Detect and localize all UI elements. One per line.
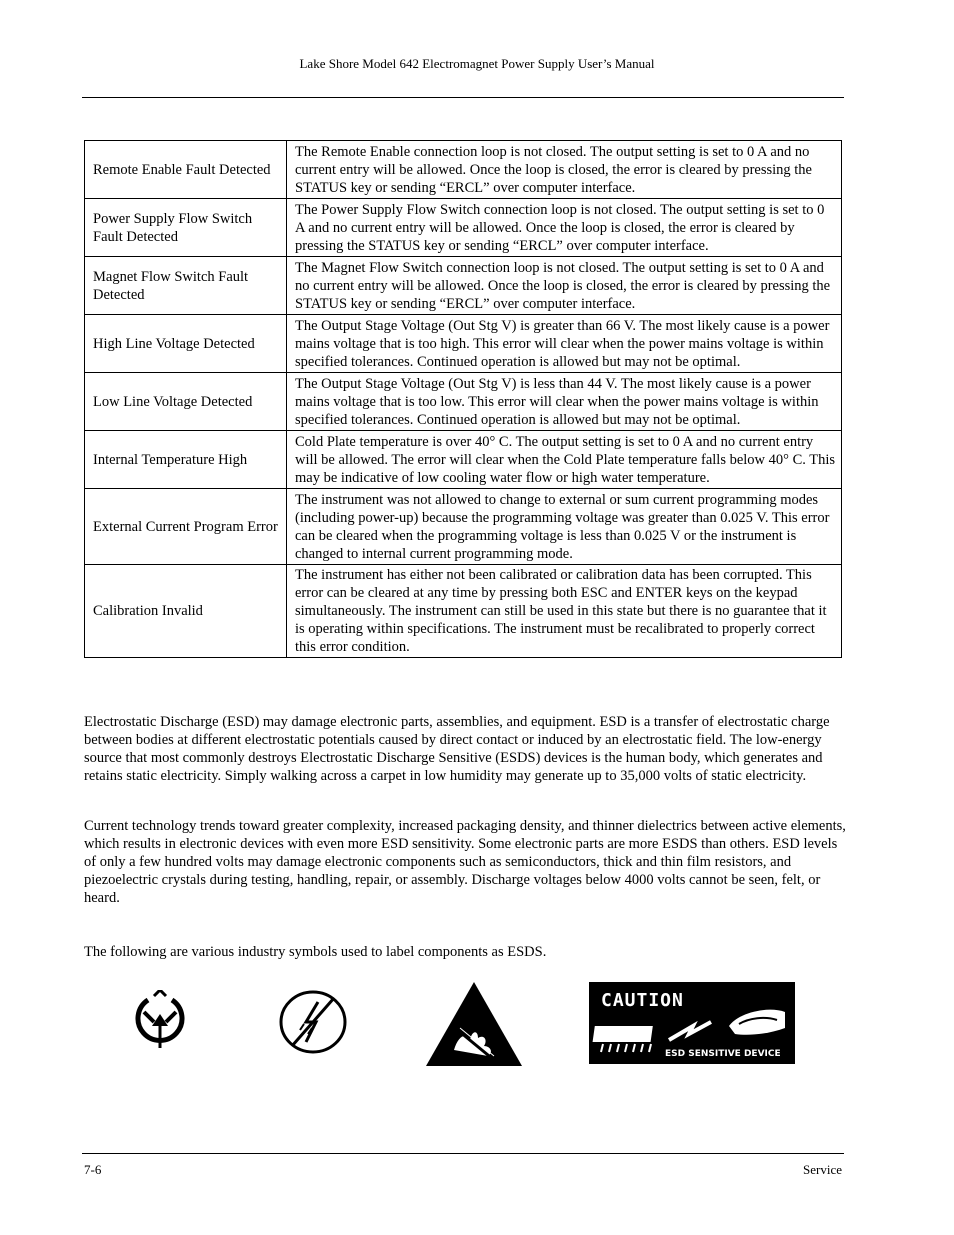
table-row <box>85 565 842 658</box>
error-description: The instrument was not allowed to change to external or sum current programming modes (including power-up) because the programming voltage was greater than 0.025 V. This error can be cleared when the programming voltage is less than 0.025 V or the instrument is changed to internal current programming mode. <box>287 489 842 565</box>
esd-warning-triangle-icon <box>424 980 524 1073</box>
esd-symbols-intro: The following are various industry symbols used to label components as ESDS. <box>84 944 547 960</box>
error-name: Calibration Invalid <box>85 565 287 658</box>
error-name: Remote Enable Fault Detected <box>85 141 287 199</box>
table-row <box>85 141 842 199</box>
page-header-title: Lake Shore Model 642 Electromagnet Power Supply User’s Manual <box>299 56 655 71</box>
error-name: Magnet Flow Switch Fault Detected <box>85 257 287 315</box>
table-row <box>85 315 842 373</box>
caution-label-subtitle: ESD SENSITIVE DEVICE <box>665 1049 781 1059</box>
error-name: Power Supply Flow Switch Fault Detected <box>85 199 287 257</box>
error-description: The Remote Enable connection loop is not closed. The output setting is set to 0 A and no current entry will be allowed. Once the loop is closed, the error is cleared by pressing the STATUS key or sending “ERCL” over computer interface. <box>287 141 842 199</box>
esd-ground-symbol-icon <box>130 990 190 1057</box>
table-row <box>85 257 842 315</box>
error-description: The Magnet Flow Switch connection loop is not closed. The output setting is set to 0 A and no current entry will be allowed. Once the loop is closed, the error is cleared by pressing the STATUS key or sending “ERCL” over computer interface. <box>287 257 842 315</box>
esd-paragraph-2: Current technology trends toward greater complexity, increased packaging density, and thinner dielectrics between active elements, which results in electronic devices with even more ESD sensitivity. Some electronic parts are more ESDS than others. ESD levels of only a few hundred volts may damage electronic components such as semiconductors, thick and thin film resistors, and piezoelectric crystals during testing, handling, repair, or assembly. Discharge voltages below 4000 volts cannot be seen, felt, or heard. <box>84 818 846 906</box>
error-name: Internal Temperature High <box>85 431 287 489</box>
table-row <box>85 199 842 257</box>
esd-caution-label-icon <box>589 982 795 1069</box>
error-name: High Line Voltage Detected <box>85 315 287 373</box>
error-name: External Current Program Error <box>85 489 287 565</box>
esd-prohibited-lightning-icon <box>278 990 348 1059</box>
error-description: The Power Supply Flow Switch connection loop is not closed. The output setting is set to 0 A and no current entry will be allowed. Once the loop is closed, the error is cleared by pressing the STATUS key or sending “ERCL” over computer interface. <box>287 199 842 257</box>
header-rule <box>82 97 844 98</box>
page-number: 7-6 <box>84 1162 102 1177</box>
error-description: Cold Plate temperature is over 40° C. The output setting is set to 0 A and no current entry will be allowed. The error will clear when the Cold Plate temperature falls below 40° C. This may be indicative of low cooling water flow or high water temperature. <box>287 431 842 489</box>
caution-label-title: CAUTION <box>601 990 684 1011</box>
table-row <box>85 431 842 489</box>
error-description: The Output Stage Voltage (Out Stg V) is less than 44 V. The most likely cause is a power mains voltage that is too low. This error will clear when the power mains voltage is within specified tolerances. Continued operation is allowed but may not be optimal. <box>287 373 842 431</box>
table-row <box>85 373 842 431</box>
error-name: Low Line Voltage Detected <box>85 373 287 431</box>
table-row <box>85 489 842 565</box>
error-description: The instrument has either not been calibrated or calibration data has been corrupted. This error can be cleared at any time by pressing both ESC and ENTER keys on the keypad simultaneously. The instrument can still be used in this state but there is no guarantee that it is operating within specifications. The instrument must be recalibrated to properly correct this error condition. <box>287 565 842 658</box>
section-name: Service <box>803 1162 842 1177</box>
esd-paragraph-1: Electrostatic Discharge (ESD) may damage electronic parts, assemblies, and equipment. ESD is a transfer of electrostatic charge between bodies at different electrostatic potentials caused by direct contact or induced by an electrostatic field. The low-energy source that most commonly destroys Electrostatic Discharge Sensitive (ESDS) devices is the human body, which generates and retains static electricity. Simply walking across a carpet in low humidity may generate up to 35,000 volts of static electricity. <box>84 714 830 784</box>
error-table <box>84 140 842 658</box>
footer-rule <box>82 1153 844 1154</box>
error-description: The Output Stage Voltage (Out Stg V) is greater than 66 V. The most likely cause is a power mains voltage that is too high. This error will clear when the power mains voltage is within specified tolerances. Continued operation is allowed but may not be optimal. <box>287 315 842 373</box>
